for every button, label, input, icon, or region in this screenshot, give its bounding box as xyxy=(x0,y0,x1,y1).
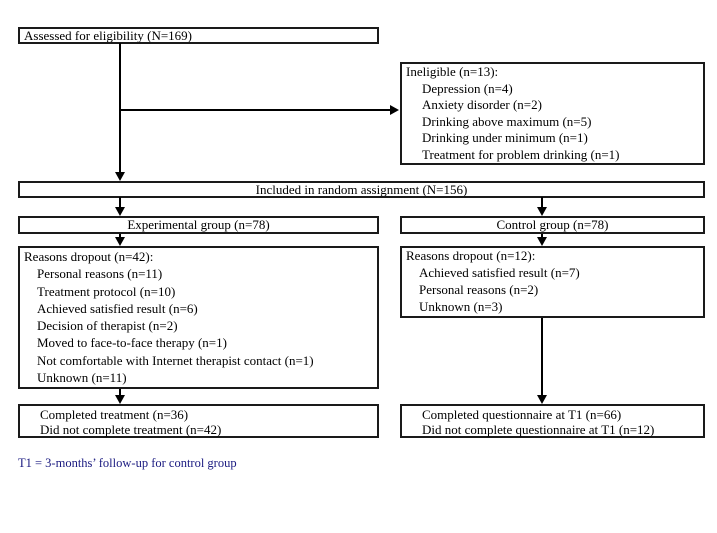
arrow-right-icon xyxy=(390,105,399,115)
flow-box-experimental-group-label: Experimental group (n=78) xyxy=(127,217,270,232)
flow-box-control-group xyxy=(400,216,705,234)
arrow-down-icon xyxy=(537,207,547,216)
connector-ineligible-line xyxy=(119,109,390,111)
list-item: Achieved satisfied result (n=7) xyxy=(419,264,580,280)
list-item: Personal reasons (n=2) xyxy=(419,281,539,297)
list-item: Not comfortable with Internet therapist contact (n=1) xyxy=(37,352,314,368)
connector-included-experimental-line xyxy=(119,197,121,207)
flow-box-reasons-control-header: Reasons dropout (n=12): xyxy=(406,248,536,263)
list-item: Did not complete treatment (n=42) xyxy=(40,422,222,437)
flow-box-reasons-control xyxy=(400,246,705,318)
list-item: Achieved satisfied result (n=6) xyxy=(37,300,198,316)
list-item: Personal reasons (n=11) xyxy=(37,266,163,282)
flow-box-completed-experimental xyxy=(18,404,379,438)
flow-box-completed-control xyxy=(400,404,705,438)
flow-box-control-group-label: Control group (n=78) xyxy=(496,217,609,232)
list-item: Unknown (n=3) xyxy=(419,298,503,314)
arrow-down-icon xyxy=(115,207,125,216)
arrow-down-icon xyxy=(537,237,547,246)
arrow-down-icon xyxy=(115,395,125,404)
list-item: Drinking above maximum (n=5) xyxy=(422,113,592,129)
arrow-down-icon xyxy=(115,172,125,181)
flow-box-included-label: Included in random assignment (N=156) xyxy=(255,182,468,197)
list-item: Completed treatment (n=36) xyxy=(40,407,189,422)
flow-box-reasons-experimental-header: Reasons dropout (n=42): xyxy=(24,249,154,264)
list-item: Depression (n=4) xyxy=(422,80,513,96)
flow-box-reasons-experimental xyxy=(18,246,379,389)
connector-assessed-included-line xyxy=(119,43,121,172)
connector-reasons-completed-control-line xyxy=(541,318,543,395)
list-item: Decision of therapist (n=2) xyxy=(37,318,178,334)
list-item: Did not complete questionnaire at T1 (n=12) xyxy=(422,422,655,437)
footnote: T1 = 3-months’ follow-up for control group xyxy=(18,456,237,470)
list-item: Unknown (n=11) xyxy=(37,370,127,386)
list-item: Drinking under minimum (n=1) xyxy=(422,130,588,145)
flow-box-experimental-group xyxy=(18,216,379,234)
list-item: Treatment for problem drinking (n=1) xyxy=(422,146,620,162)
list-item: Moved to face-to-face therapy (n=1) xyxy=(37,335,227,351)
arrow-down-icon xyxy=(537,395,547,404)
flow-box-included xyxy=(18,181,705,198)
list-item: Completed questionnaire at T1 (n=66) xyxy=(422,407,622,422)
flow-box-ineligible-header: Ineligible (n=13): xyxy=(406,64,499,79)
connector-included-control-line xyxy=(541,197,543,207)
flow-box-assessed-label: Assessed for eligibility (N=169) xyxy=(24,28,193,43)
list-item: Treatment protocol (n=10) xyxy=(37,283,176,299)
arrow-down-icon xyxy=(115,237,125,246)
flow-box-ineligible xyxy=(400,62,705,165)
list-item: Anxiety disorder (n=2) xyxy=(422,97,542,112)
flow-box-assessed xyxy=(18,27,379,44)
